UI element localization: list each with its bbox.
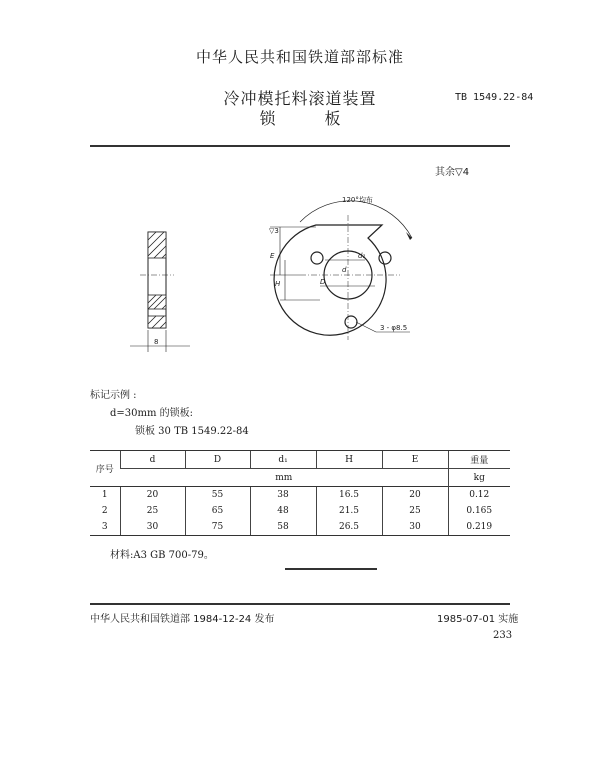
surface-mark: ▽3 xyxy=(269,227,279,235)
front-view xyxy=(270,201,412,340)
dim-d1: d₁ xyxy=(358,252,366,260)
lock-plate-drawing xyxy=(120,180,440,360)
cell: 2 xyxy=(101,506,108,516)
header-seq: 序号 xyxy=(90,451,120,487)
cell: 3 xyxy=(90,519,120,536)
unit-mm: mm xyxy=(120,469,448,487)
roughness-note: 其余▽4 xyxy=(435,167,470,178)
issue-date: 中华人民共和国铁道部 1984-12-24 发布 xyxy=(90,614,275,625)
unit-kg: kg xyxy=(448,469,510,487)
cell: 55 xyxy=(185,487,250,504)
standard-number: TB 1549.22-84 xyxy=(455,92,534,103)
cell: 0.12 xyxy=(448,487,510,504)
hole-left xyxy=(311,252,323,264)
cell: 26.5 xyxy=(316,519,382,536)
angle-label: 120°均布 xyxy=(342,196,373,204)
table-row xyxy=(90,487,510,504)
header-d1: d₁ xyxy=(250,451,316,469)
section-hatch xyxy=(148,232,166,328)
effective-date: 1985-07-01 实施 xyxy=(437,614,519,625)
dim-d: d xyxy=(342,266,347,274)
dim-E: E xyxy=(270,252,275,260)
document-subtitle: 锁 板 xyxy=(259,109,363,128)
cell: 1 xyxy=(90,487,120,504)
cell: 30 xyxy=(382,519,448,536)
footer-rule xyxy=(90,603,510,605)
page-number: 233 xyxy=(493,630,513,641)
cell: 0.219 xyxy=(448,519,510,536)
cell: 16.5 xyxy=(316,487,382,504)
header-H: H xyxy=(316,451,382,469)
cell: 20 xyxy=(120,487,185,504)
issuing-organization: 中华人民共和国铁道部部标准 xyxy=(195,48,404,66)
marking-example-condition: d=30mm 的锁板: xyxy=(110,408,194,419)
cell: 65 xyxy=(185,503,250,519)
cell: 48 xyxy=(250,503,316,519)
dimension-table xyxy=(90,450,510,536)
dim-H: H xyxy=(275,280,281,288)
table-row xyxy=(90,503,510,519)
cell: 25 xyxy=(120,503,185,519)
table-row xyxy=(90,519,510,536)
hole-callout: 3 - φ8.5 xyxy=(380,324,408,332)
cell: 0.165 xyxy=(448,503,510,519)
material-note: 材料:A3 GB 700-79。 xyxy=(110,550,214,561)
table-unit-row xyxy=(90,469,510,487)
header-rule xyxy=(90,145,510,147)
header-D: D xyxy=(185,451,250,469)
side-view xyxy=(130,232,190,352)
cell: 75 xyxy=(185,519,250,536)
header-E: E xyxy=(382,451,448,469)
cell: 20 xyxy=(382,487,448,504)
header-d: d xyxy=(120,451,185,469)
cell: 38 xyxy=(250,487,316,504)
marking-example-designation: 锁板 30 TB 1549.22-84 xyxy=(135,426,249,437)
cell: 21.5 xyxy=(316,503,382,519)
hole-bottom xyxy=(345,316,357,328)
cell: 58 xyxy=(250,519,316,536)
end-rule xyxy=(285,568,377,570)
hole-right xyxy=(379,252,391,264)
thickness-label: 8 xyxy=(154,338,159,346)
document-title: 冷冲模托料滚道装置 xyxy=(223,89,377,108)
cell: 25 xyxy=(382,503,448,519)
header-weight: 重量 xyxy=(448,451,510,469)
marking-example-title: 标记示例 : xyxy=(90,390,137,401)
cell: 30 xyxy=(120,519,185,536)
dim-D: D xyxy=(320,278,326,286)
table-header-row xyxy=(90,451,510,469)
